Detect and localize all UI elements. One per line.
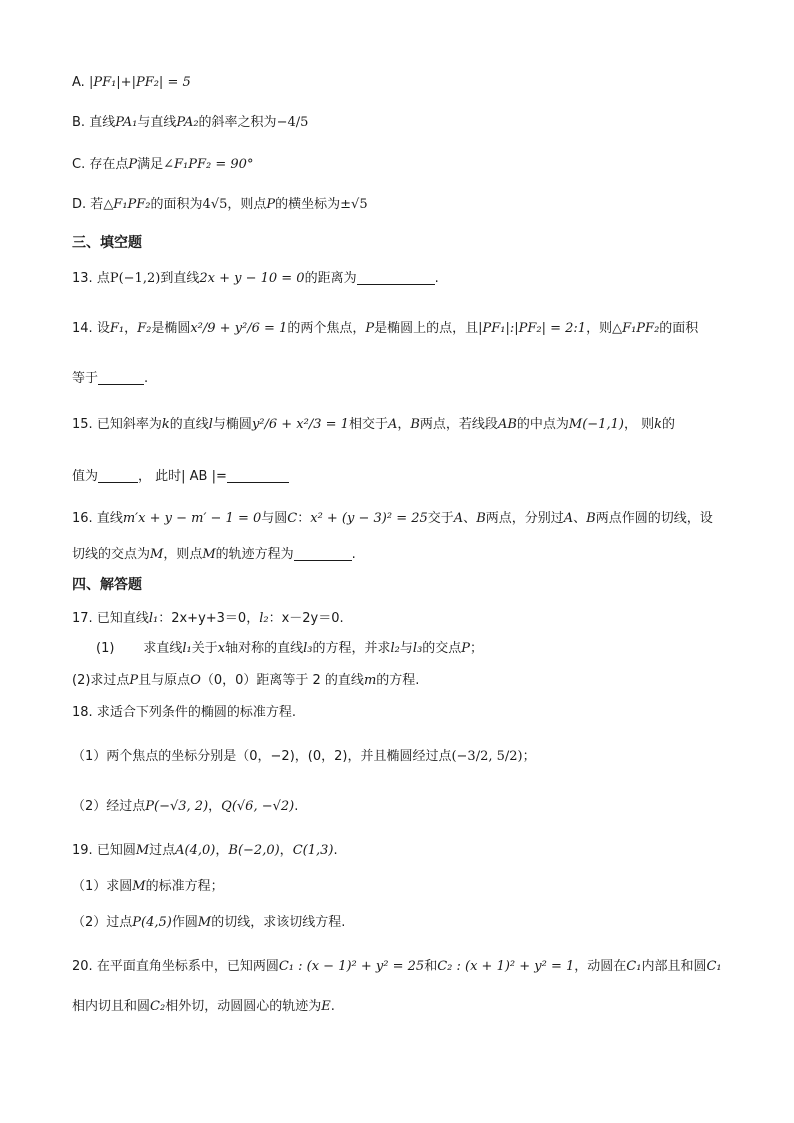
option-b: B. 直线PA₁与直线PA₂的斜率之积为−4/5 <box>72 115 309 130</box>
answer-blank[interactable] <box>98 372 144 385</box>
answer-blank[interactable] <box>227 470 289 483</box>
question-18: 18. 求适合下列条件的椭圆的标准方程. <box>72 705 296 720</box>
option-c-expr: ∠F₁PF₂ = 90° <box>163 157 254 172</box>
question-15: 15. 已知斜率为k的直线l与椭圆y²/6 + x²/3 = 1相交于A，B两点，若线段AB的中点为M(−1,1)， 则k的 <box>72 417 675 432</box>
question-17: 17. 已知直线l₁：2x+y+3＝0，l₂：x－2y＝0. <box>72 611 344 626</box>
option-d: D. 若△F₁PF₂的面积为4√5，则点P的横坐标为±√5 <box>72 197 368 212</box>
question-16: 16. 直线m′x + y − m′ − 1 = 0与圆C：x² + (y − 3)² = 25交于A、B两点，分别过A、B两点作圆的切线，设 <box>72 511 713 526</box>
question-20: 20. 在平面直角坐标系中，已知两圆C₁ : (x − 1)² + y² = 25和C₂ : (x + 1)² + y² = 1，动圆在C₁内部且和圆C₁ <box>72 959 722 974</box>
question-14: 14. 设F₁，F₂是椭圆x²/9 + y²/6 = 1的两个焦点，P是椭圆上的点，且|PF₁|:|PF₂| = 2:1，则△F₁PF₂的面积 <box>72 321 699 336</box>
question-18-part-1: （1）两个焦点的坐标分别是（0，−2)，(0，2)，并且椭圆经过点(−3/2, 5/2)； <box>72 749 536 764</box>
option-a-expr: |PF₁|+|PF₂| = 5 <box>88 75 191 90</box>
option-b-value: −4/5 <box>276 115 309 130</box>
option-a: A. |PF₁|+|PF₂| = 5 <box>72 75 191 90</box>
ellipse-equation: y²/6 + x²/3 = 1 <box>251 417 349 432</box>
answer-blank[interactable] <box>357 272 435 285</box>
answer-blank[interactable] <box>294 548 352 561</box>
option-c: C. 存在点P满足∠F₁PF₂ = 90° <box>72 157 254 172</box>
question-14-cont: 等于 . <box>72 371 149 386</box>
question-15-cont: 值为 ， 此时| AB |= <box>72 470 289 483</box>
section-answer-heading: 四、解答题 <box>72 577 142 593</box>
ellipse-equation: x²/9 + y²/6 = 1 <box>190 321 288 336</box>
question-17-part-2: (2)求过点P且与原点O（0，0）距离等于 2 的直线m的方程. <box>72 673 420 688</box>
question-19: 19. 已知圆M过点A(4,0)，B(−2,0)，C(1,3). <box>72 843 338 858</box>
question-13: 13. 点P(−1,2)到直线2x + y − 10 = 0的距离为 . <box>72 271 439 286</box>
question-18-part-2: （2）经过点P(−√3, 2)，Q(√6, −√2). <box>72 799 299 814</box>
question-20-cont: 相内切且和圆C₂相外切，动圆圆心的轨迹为E. <box>72 999 335 1014</box>
question-19-part-1: （1）求圆M的标准方程； <box>72 879 224 894</box>
question-19-part-2: （2）过点P(4,5)作圆M的切线，求该切线方程. <box>72 915 346 930</box>
answer-blank[interactable] <box>98 470 138 483</box>
question-17-part-1: (1) 求直线l₁关于x轴对称的直线l₃的方程，并求l₂与l₃的交点P； <box>96 641 484 656</box>
point-coordinates: (−3/2, 5/2) <box>451 749 523 764</box>
question-16-cont: 切线的交点为M，则点M的轨迹方程为 . <box>72 547 356 562</box>
section-fill-blank-heading: 三、填空题 <box>72 235 142 251</box>
